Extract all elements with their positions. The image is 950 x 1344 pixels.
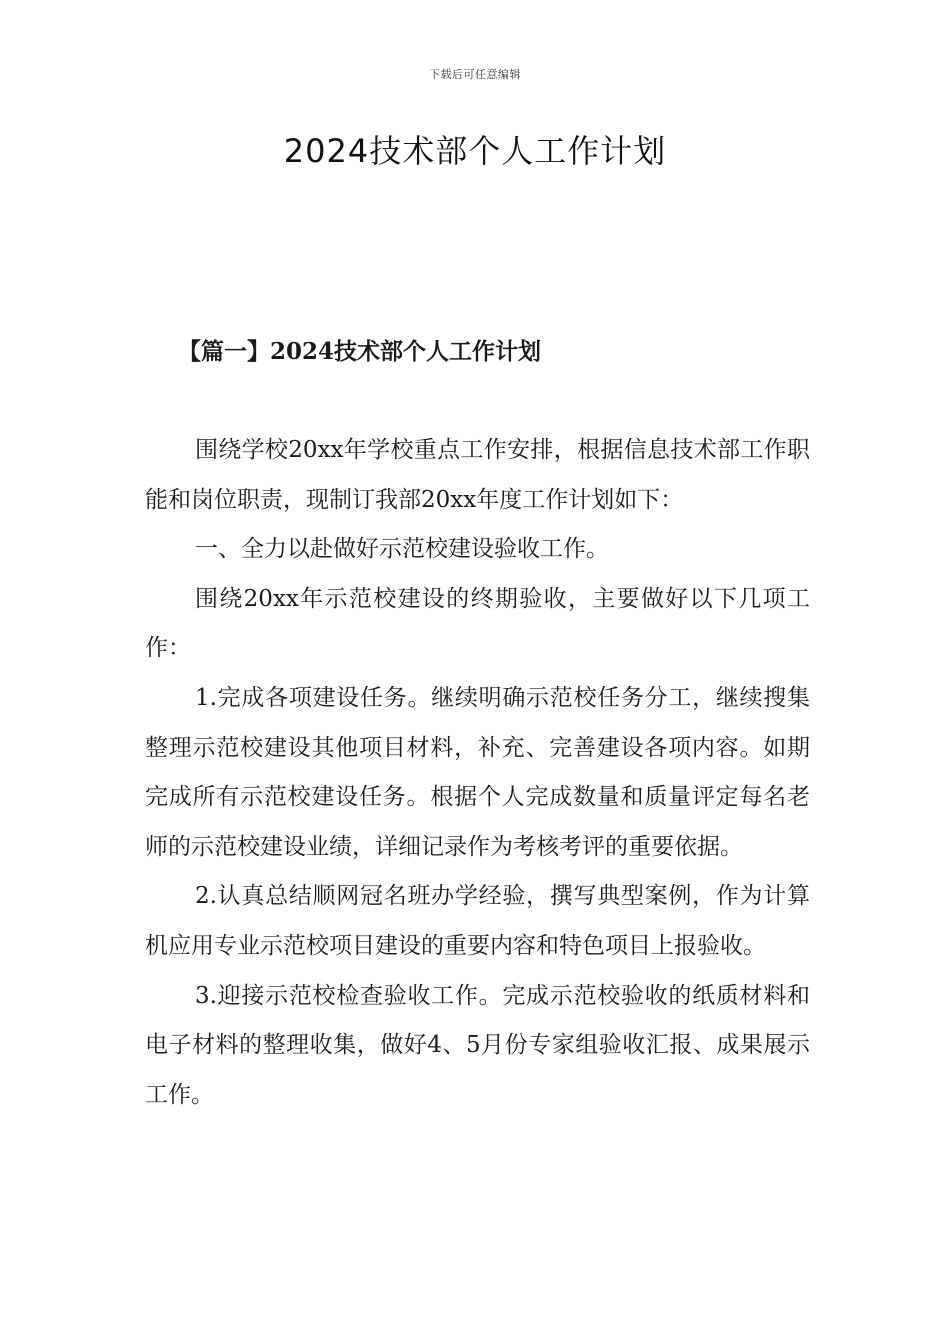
document-body bbox=[145, 426, 810, 1120]
paragraph-heading-one: 一、全力以赴做好示范校建设验收工作。 bbox=[195, 536, 609, 563]
paragraph-item-3: 3.迎接示范校检查验收工作。完成示范校验收的纸质材料和电子材料的整理收集，做好4、5月份专家组验收汇报、成果展示工作。 bbox=[145, 982, 810, 1108]
paragraph-item-2: 2.认真总结顺网冠名班办学经验，撰写典型案例，作为计算机应用专业示范校项目建设的重要内容和特色项目上报验收。 bbox=[145, 883, 810, 959]
section-heading: 【篇一】2024技术部个人工作计划 bbox=[178, 338, 542, 365]
document-title: 2024技术部个人工作计划 bbox=[283, 132, 667, 170]
paragraph-acceptance-intro: 围绕20xx年示范校建设的终期验收，主要做好以下几项工作： bbox=[145, 585, 810, 662]
header-note: 下载后可任意编辑 bbox=[429, 68, 521, 81]
paragraph-intro: 围绕学校20xx年学校重点工作安排，根据信息技术部工作职能和岗位职责，现制订我部20xx年度工作计划如下： bbox=[145, 437, 810, 513]
paragraph-item-1: 1.完成各项建设任务。继续明确示范校任务分工，继续搜集整理示范校建设其他项目材料，补充、完善建设各项内容。如期完成所有示范校建设任务。根据个人完成数量和质量评定每名老师的示范校建设业绩，详细记录作为考核考评的重要依据。 bbox=[145, 684, 810, 860]
